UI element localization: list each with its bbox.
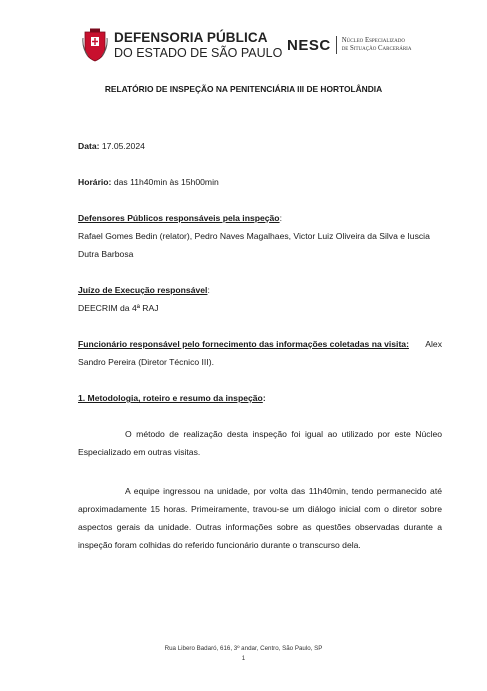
date-label: Data: (78, 141, 100, 151)
footer-address: Rua Libero Badaró, 616, 3º andar, Centro, São Paulo, SP (164, 645, 323, 652)
section-heading (78, 393, 266, 404)
defenders-heading (78, 213, 282, 224)
defenders-colon: : (279, 213, 282, 223)
nesc-logo (287, 36, 411, 54)
staff-label: Funcionário responsável pelo fornecimento das informações coletadas na visita: (78, 339, 409, 349)
time-value: das 11h40min às 15h00min (111, 177, 219, 187)
section-heading-text: 1. Metodologia, roteiro e resumo da inspeção (78, 393, 263, 403)
defenders-names-line1: Rafael Gomes Bedin (relator), Pedro Naves Magalhaes, Victor Luiz Oliveira da Silva e Iuscia (78, 231, 430, 241)
page-number: 1 (241, 655, 246, 662)
nesc-divider (336, 36, 337, 54)
court-label: Juízo de Execução responsável (78, 285, 208, 295)
nesc-logo-text: NESC (287, 36, 331, 54)
org-name-line2: DO ESTADO DE SÃO PAULO (114, 45, 283, 60)
defenders-label: Defensores Públicos responsáveis pela inspeção (78, 213, 280, 223)
nesc-subtitle-line2: de Situação Carcerária (341, 45, 412, 52)
staff-name-start: Alex (425, 339, 442, 349)
court-colon: : (207, 285, 210, 295)
sp-coat-of-arms-icon (82, 28, 108, 62)
paragraph-methodology: O método de realização desta inspeção foi igual ao utilizado por este Núcleo Especializado em outras visitas. (78, 429, 442, 457)
court-value: DEECRIM da 4ª RAJ (78, 303, 159, 313)
paragraph-inspection-summary: A equipe ingressou na unidade, por volta das 11h40min, tendo permanecido até aproximadamente 15 horas. Primeiramente, travou-se um diálogo inicial com o diretor sobre aspectos gerais da unidade. Outras informações sobre as questões observadas durante a inspeção foram colhidas do referido funcionário durante o transcurso dela. (78, 486, 442, 550)
defenders-names-line2: Dutra Barbosa (78, 249, 134, 259)
staff-line1 (78, 339, 442, 350)
time-line (78, 177, 219, 188)
document-title: RELATÓRIO DE INSPEÇÃO NA PENITENCIÁRIA III DE HORTOLÂNDIA (104, 84, 383, 94)
section-heading-colon: : (262, 393, 266, 403)
date-value: 17.05.2024 (99, 141, 145, 151)
org-name-line1: DEFENSORIA PÚBLICA (114, 30, 268, 45)
date-line (78, 141, 145, 152)
staff-line2: Sandro Pereira (Diretor Técnico III). (78, 357, 214, 367)
court-heading (78, 285, 210, 296)
nesc-subtitle-line1: Núcleo Especializado (341, 36, 405, 44)
defensoria-logo (82, 28, 282, 62)
time-label: Horário: (78, 177, 112, 187)
